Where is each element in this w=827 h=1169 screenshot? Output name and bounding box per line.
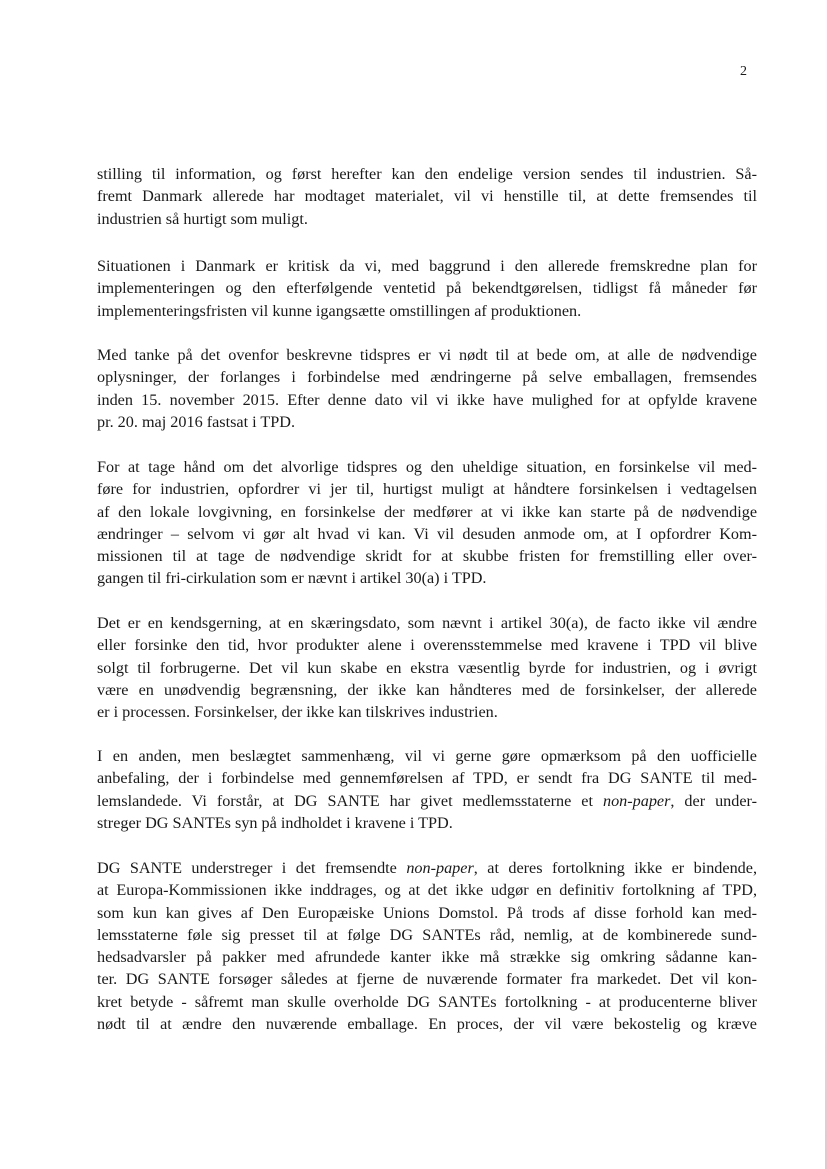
text-segment: lemslandede. Vi forstår, at DG SANTE har givet medlemsstaterne et — [97, 791, 603, 810]
text-line: oplysninger, der forlanges i forbindelse med ændringerne på selve emballagen, fremsendes — [97, 368, 757, 387]
text-line: pr. 20. maj 2016 fastsat i TPD. — [97, 412, 295, 431]
text-line: Det er en kendsgerning, at en skæringsdato, som nævnt i artikel 30(a), de facto ikke vil ændre — [97, 614, 757, 632]
text-line — [97, 857, 757, 879]
text-line: fremt Danmark allerede har modtaget materialet, vil vi henstille til, at dette fremsendes til — [97, 187, 757, 206]
text-segment: , at deres fortolkning ikke er bindende, — [473, 859, 758, 877]
text-segment: DG SANTE understreger i det fremsendte — [97, 859, 407, 877]
text-line: føre for industrien, opfordrer vi jer til, hurtigst muligt at håndtere forsinkelsen i vedtagelsen — [97, 480, 757, 499]
text-line: implementeringen og den efterfølgende ventetid på bekendtgørelsen, tidligst få måneder før — [97, 279, 757, 298]
text-line: missionen til at tage de nødvendige skridt for at skubbe fristen for fremstilling eller over- — [97, 547, 757, 566]
italic-term: non-paper — [602, 791, 671, 810]
text-line: I en anden, men beslægtet sammenhæng, vil vi gerne gøre opmærksom på den uofficielle — [97, 747, 757, 765]
text-line: af den lokale lovgivning, en forsinkelse der medfører at vi ikke kan starte på de nødvendige — [97, 502, 757, 521]
paragraph-4 — [97, 456, 757, 590]
paragraph-1 — [97, 163, 757, 230]
paragraph-6 — [97, 745, 757, 834]
text-line: kret betyde - såfremt man skulle overholde DG SANTEs fortolkning - at producenterne bliver — [97, 992, 757, 1011]
text-line: streger DG SANTEs syn på indholdet i kravene i TPD. — [97, 813, 453, 832]
text-line: nødt til at ændre den nuværende emballage. En proces, der vil være bekostelig og kræve — [97, 1015, 757, 1034]
text-line: ændringer – selvom vi gør alt hvad vi kan. Vi vil desuden anmode om, at I opfordrer Kom- — [97, 524, 757, 543]
text-line: inden 15. november 2015. Efter denne dato vil vi ikke have mulighed for at opfylde kravene — [97, 390, 757, 409]
paragraph-5 — [97, 612, 757, 723]
text-line: implementeringsfristen vil kunne igangsætte omstillingen af produktionen. — [97, 301, 582, 320]
text-line: er i processen. Forsinkelser, der ikke kan tilskrives industrien. — [97, 703, 498, 722]
text-line: som kun kan gives af Den Europæiske Unions Domstol. På trods af disse forhold kan med- — [97, 903, 757, 922]
text-line: lemsstaterne føle sig presset til at følge DG SANTEs råd, nemlig, at de kombinerede sund- — [97, 925, 757, 944]
text-line — [97, 790, 757, 812]
paragraph-2 — [97, 255, 757, 322]
text-line: hedsadvarsler på pakker med afrundede kanter ikke må strække sig omkring sådanne kan- — [97, 948, 757, 967]
text-line: Med tanke på det ovenfor beskrevne tidspres er vi nødt til at bede om, at alle de nødvendige — [97, 346, 757, 364]
paragraph-3 — [97, 344, 757, 433]
page-number: 2 — [740, 64, 747, 79]
text-line: Situationen i Danmark er kritisk da vi, med baggrund i den allerede fremskredne plan for — [97, 257, 757, 275]
text-line: anbefaling, der i forbindelse med gennemførelsen af TPD, er sendt fra DG SANTE til med- — [97, 769, 757, 788]
text-line: eller forsinke den tid, hvor produkter alene i overensstemmelse med kravene i TPD vil blive — [97, 636, 757, 655]
text-line: solgt til forbrugerne. Det vil kun skabe en ekstra væsentlig byrde for industrien, og i øvrigt — [97, 658, 757, 677]
paragraph-7 — [97, 857, 757, 1035]
text-line: For at tage hånd om det alvorlige tidspres og den uheldige situation, en forsinkelse vil med- — [97, 458, 757, 476]
text-line: ter. DG SANTE forsøger således at fjerne de nuværende formater fra markedet. Det vil kon- — [97, 970, 757, 989]
italic-term: non-paper — [406, 859, 474, 877]
text-line: industrien så hurtigt som muligt. — [97, 209, 308, 228]
text-line: være en unødvendig begrænsning, der ikke kan håndteres med de forsinkelser, der allerede — [97, 680, 757, 699]
text-line: stilling til information, og først herefter kan den endelige version sendes til industrien. Så- — [97, 165, 757, 183]
text-segment: , der under- — [670, 791, 757, 810]
text-line: at Europa-Kommissionen ikke inddrages, og at det ikke udgør en definitiv fortolkning af TPD, — [97, 881, 757, 900]
text-line: gangen til fri-cirkulation som er nævnt i artikel 30(a) i TPD. — [97, 569, 487, 588]
